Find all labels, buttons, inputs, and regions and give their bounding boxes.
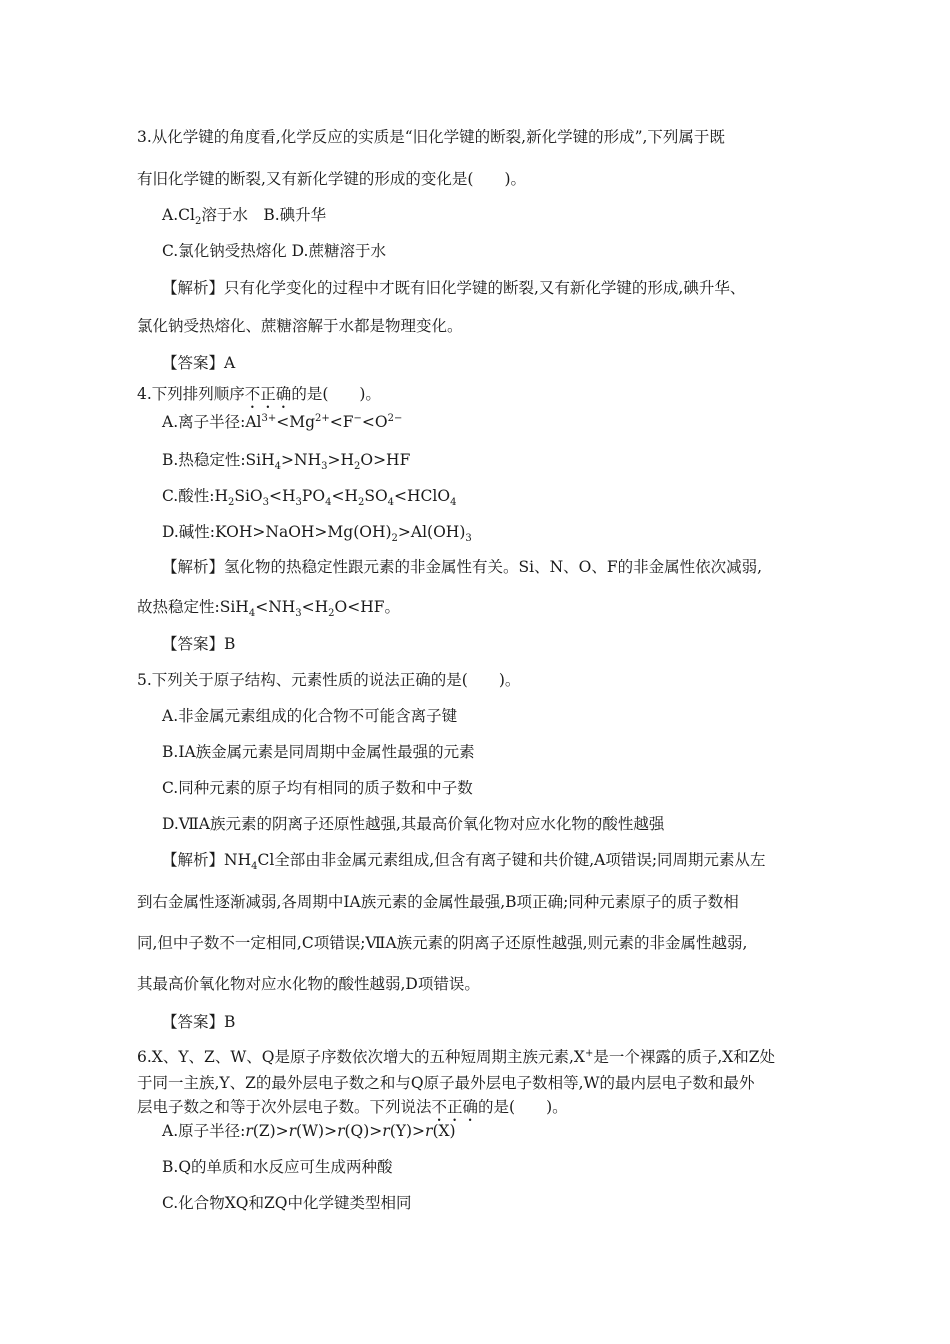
q5-analysis-line3: 同,但中子数不一定相同,C项错误;ⅦA族元素的阴离子还原性越强,则元素的非金属性越弱, (137, 934, 748, 952)
q5-option-c: C.同种元素的原子均有相同的质子数和中子数 (162, 779, 473, 797)
q6-stem-line2: 于同一主族,Y、Z的最外层电子数之和与Q原子最外层电子数相等,W的最内层电子数和最外 (137, 1074, 755, 1092)
q5-analysis-line4: 其最高价氧化物对应水化物的酸性越弱,D项错误。 (137, 975, 480, 993)
q3-analysis-line1: 【解析】只有化学变化的过程中才既有旧化学键的断裂,又有新化学键的形成,碘升华、 (162, 279, 746, 297)
q4-stem: 4.下列排列顺序不正确的是( )。 (137, 385, 381, 403)
q6-stem-line3: 层电子数之和等于次外层电子数。下列说法不正确的是( )。 (137, 1098, 568, 1116)
q6-option-b: B.Q的单质和水反应可生成两种酸 (162, 1158, 393, 1176)
q3-answer: 【答案】A (162, 354, 236, 372)
q5-analysis-line2: 到右金属性逐渐减弱,各周期中ⅠA族元素的金属性最强,B项正确;同种元素原子的质子数相 (137, 893, 739, 911)
q4-option-d: D.碱性$:KOH>NaOH>Mg(OH)_2>Al(OH)_3$ (162, 523, 472, 545)
q5-analysis-line1: 【解析】$NH_4Cl$全部由非金属元素组成,但含有离子键和共价键,A项错误;同周期元素从左 (162, 851, 766, 873)
q5-stem: 5.下列关于原子结构、元素性质的说法正确的是( )。 (137, 671, 521, 689)
q6-stem-line1: 6.X、Y、Z、W、Q是原子序数依次增大的五种短周期主族元素,X+是一个裸露的质子,X和Z处 (137, 1047, 776, 1066)
q4-option-b: B.热稳定性$:SiH_4>NH_3>H_2O>HF$ (162, 451, 411, 473)
q6-option-c: C.化合物XQ和ZQ中化学键类型相同 (162, 1194, 412, 1212)
q4-analysis-line2: 故热稳定性$:SiH_4<NH_3<H_2O<HF$。 (137, 598, 401, 620)
q5-answer: 【答案】B (162, 1013, 236, 1031)
q6-option-a: A.原子半径:r(Z)>r(W)>r(Q)>r(Y)>r(X) (162, 1122, 456, 1140)
q5-option-a: A.非金属元素组成的化合物不可能含离子键 (162, 707, 458, 725)
q4-analysis-line1: 【解析】氢化物的热稳定性跟元素的非金属性有关。Si、N、O、F的非金属性依次减弱, (162, 558, 763, 576)
q3-option-cd: C.氯化钠受热熔化 D.蔗糖溶于水 (162, 242, 386, 260)
q3-stem-line1: 3.从化学键的角度看,化学反应的实质是“旧化学键的断裂,新化学键的形成”,下列属于既 (137, 128, 725, 146)
q5-option-b: B.ⅠA族金属元素是同周期中金属性最强的元素 (162, 743, 475, 761)
q4-option-c: C.酸性$:H_2SiO_3<H_3PO_4<H_2SO_4<HClO_4$ (162, 487, 457, 509)
q3-analysis-line2: 氯化钠受热熔化、蔗糖溶解于水都是物理变化。 (137, 317, 463, 335)
q3-option-ab: $A.Cl_2$溶于水 B.碘升华 (162, 206, 327, 228)
emphasis-text: 不正确 (431, 1098, 479, 1116)
q5-option-d: D.ⅦA族元素的阴离子还原性越强,其最高价氧化物对应水化物的酸性越强 (162, 815, 665, 833)
q3-stem-line2: 有旧化学键的断裂,又有新化学键的形成的变化是( )。 (137, 170, 527, 188)
q4-option-a: A.离子半径$:Al^{3+}<Mg^{2+}<F^-<O^{2-}$ (162, 412, 403, 431)
q4-answer: 【答案】B (162, 635, 236, 653)
emphasis-text: 不正确 (244, 385, 292, 403)
